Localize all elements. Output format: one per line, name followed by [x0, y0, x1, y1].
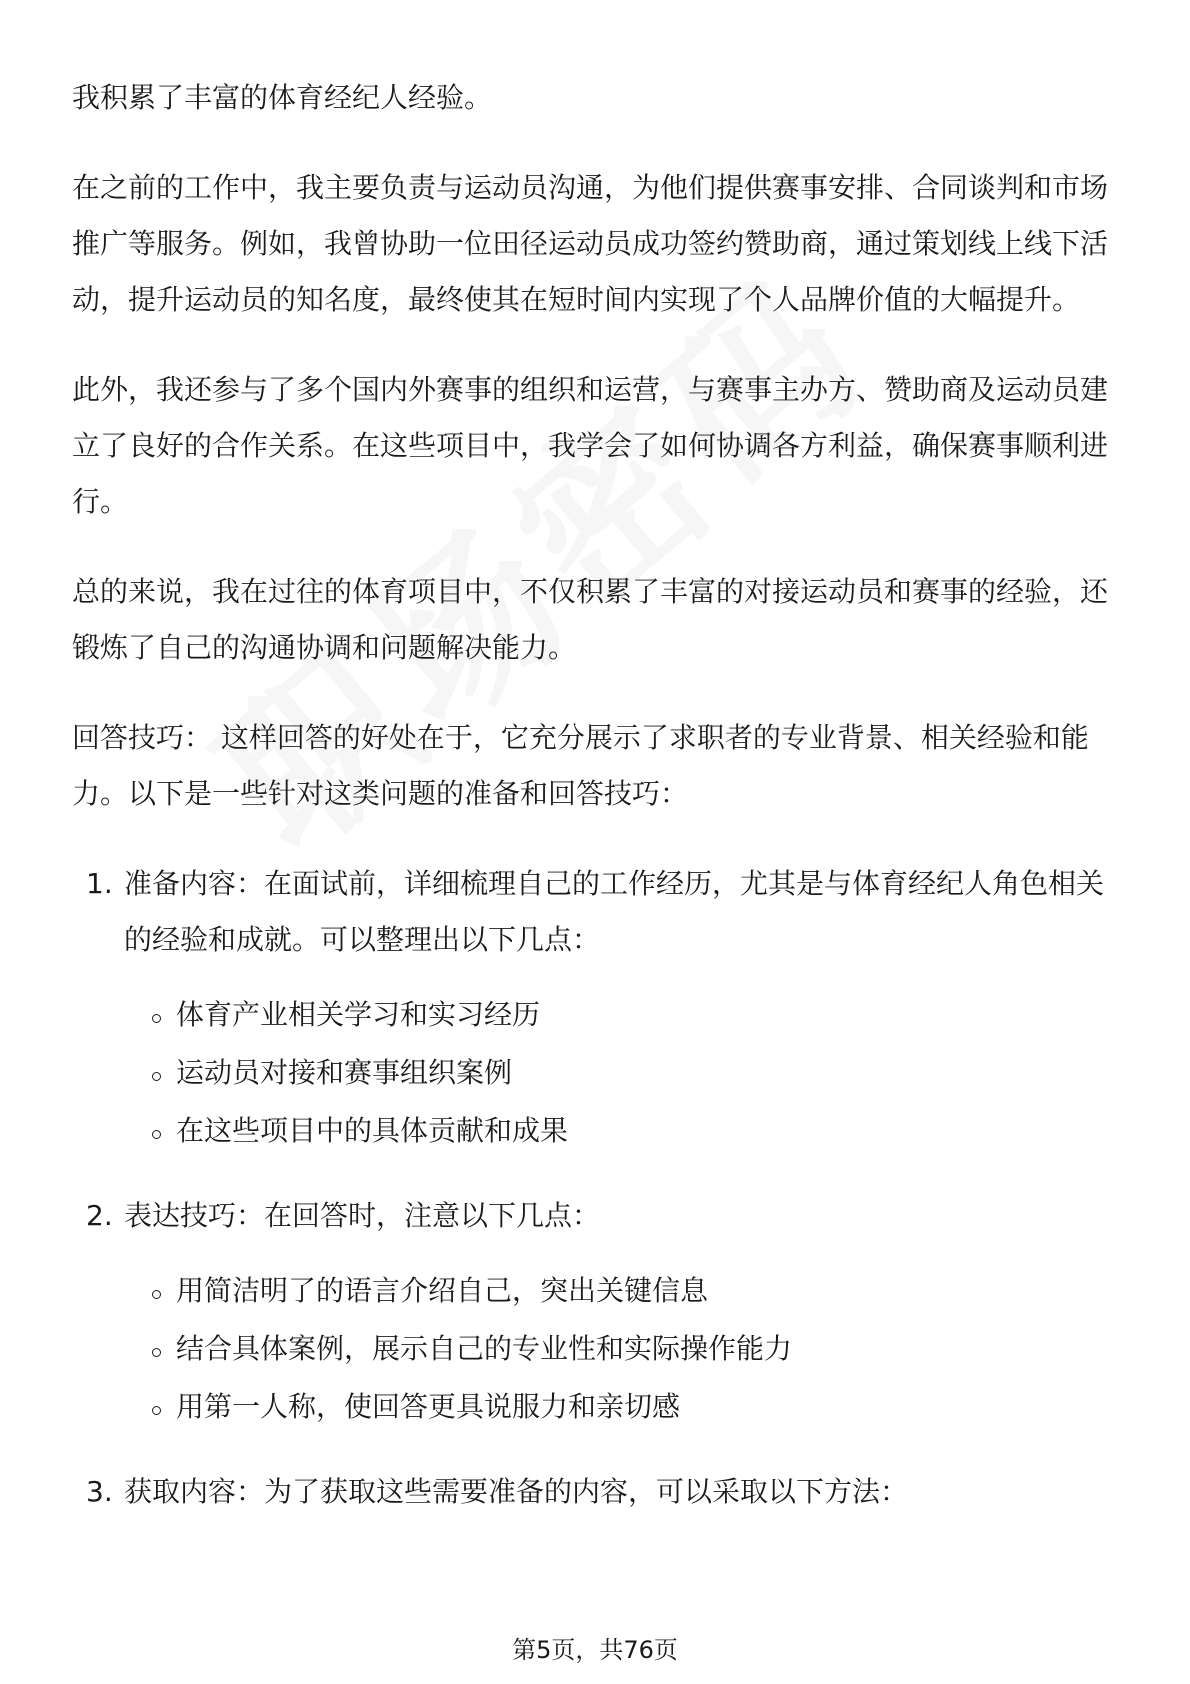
tip-text: 表达技巧：在回答时，注意以下几点： [124, 1199, 601, 1232]
tip-item [72, 1464, 1122, 1520]
sub-item: 在这些项目中的具体贡献和成果 [124, 1102, 1122, 1160]
tip-item [72, 1188, 1122, 1436]
paragraph: 我积累了丰富的体育经纪人经验。 [72, 81, 493, 114]
tip-number: 3. [86, 1475, 113, 1508]
sub-item: 运动员对接和赛事组织案例 [124, 1044, 1122, 1102]
paragraph: 总的来说，我在过往的体育项目中，不仅积累了丰富的对接运动员和赛事的经验，还锻炼了自己的沟通协调和问题解决能力。 [72, 575, 1109, 664]
tip-text: 获取内容：为了获取这些需要准备的内容，可以采取以下方法： [124, 1475, 909, 1508]
tip-number: 2. [86, 1199, 113, 1232]
paragraph: 回答技巧： 这样回答的好处在于，它充分展示了求职者的专业背景、相关经验和能力。以下是一些针对这类问题的准备和回答技巧： [72, 721, 1089, 810]
document-body [72, 70, 1122, 1548]
tip-sublist [124, 1262, 1122, 1436]
tip-item [72, 856, 1122, 1160]
tip-text: 准备内容：在面试前，详细梳理自己的工作经历，尤其是与体育经纪人角色相关的经验和成就。可以整理出以下几点： [124, 867, 1105, 956]
paragraph: 在之前的工作中，我主要负责与运动员沟通，为他们提供赛事安排、合同谈判和市场推广等服务。例如，我曾协助一位田径运动员成功签约赞助商，通过策划线上线下活动，提升运动员的知名度，最终使其在短时间内实现了个人品牌价值的大幅提升。 [72, 171, 1109, 316]
tip-sublist [124, 986, 1122, 1160]
sub-item: 体育产业相关学习和实习经历 [124, 986, 1122, 1044]
tip-number: 1. [86, 867, 113, 900]
sub-item: 用简洁明了的语言介绍自己，突出关键信息 [124, 1262, 1122, 1320]
paragraph: 此外，我还参与了多个国内外赛事的组织和运营，与赛事主办方、赞助商及运动员建立了良好的合作关系。在这些项目中，我学会了如何协调各方利益，确保赛事顺利进行。 [72, 373, 1109, 518]
tips-list [72, 856, 1122, 1520]
sub-item: 用第一人称，使回答更具说服力和亲切感 [124, 1378, 1122, 1436]
sub-item: 结合具体案例，展示自己的专业性和实际操作能力 [124, 1320, 1122, 1378]
page-number-footer: 第5页，共76页 [512, 1636, 678, 1664]
